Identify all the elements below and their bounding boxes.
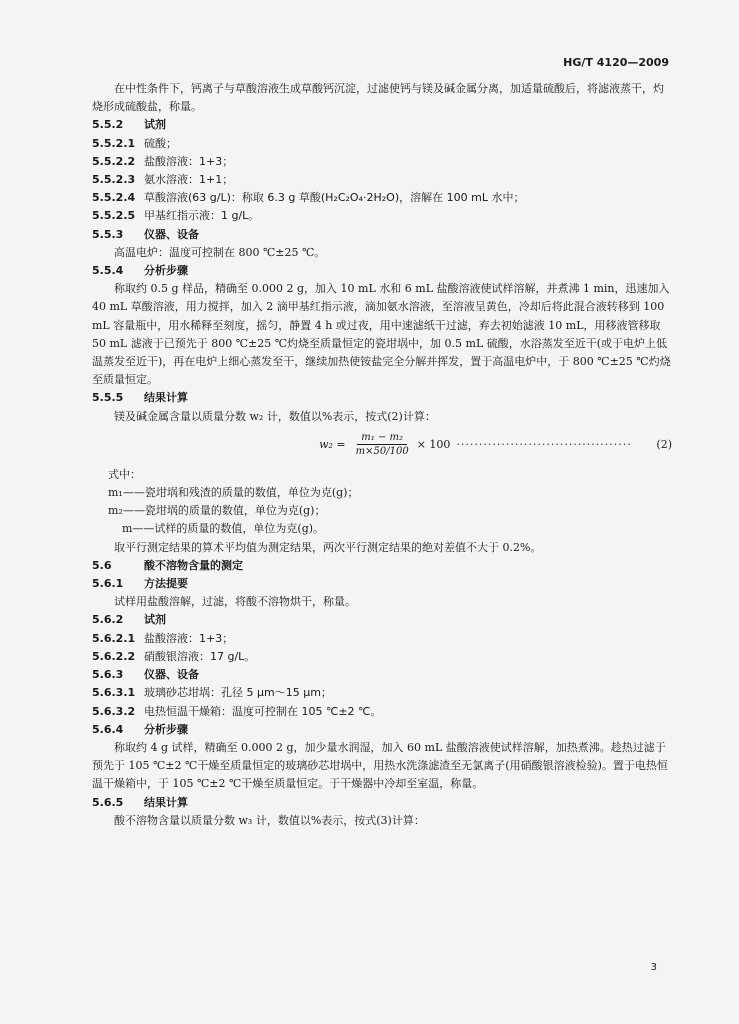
- page-number: 3: [650, 962, 657, 973]
- procedure-paragraph: 称取约 0.5 g 样品，精确至 0.000 2 g，加入 10 mL 水和 6 mL 盐酸溶液使试样溶解，并煮沸 1 min，迅速加入 40 mL 草酸溶液，用力搅拌，加入 2 滴甲基红指示液，滴加氨水溶液，至溶液呈黄色，冷却后将此混合液转移到 100 mL 容量瓶中，用水稀释至刻度，摇匀，静置 4 h 或过夜，用中速滤纸干过滤，弃去初始滤液 10 mL，用移液管移取 50 mL 滤液于已预先于 800 ℃±25 ℃灼烧至质量恒定的瓷坩埚中，加 0.5 mL 硫酸，水浴蒸发至近干(或于电炉上低温蒸发至近干)，再在电炉上细心蒸发至干，继续加热使铵盐完全分解并挥发，置于高温电炉中，于 800 ℃±25 ℃灼烧至质量恒定。: [92, 282, 671, 387]
- section-title: 仪器、设备: [144, 227, 199, 241]
- section-number: 5.5.5: [92, 391, 124, 405]
- calculation-paragraph: 镁及碱金属含量以质量分数 w₂ 计，数值以%表示，按式(2)计算：: [114, 409, 436, 423]
- section-number: 5.6.2: [92, 613, 124, 627]
- section-title: 分析步骤: [144, 264, 188, 278]
- section-number: 5.6.3: [92, 668, 124, 682]
- clause-number: 5.5.2.2: [92, 154, 136, 168]
- variable-definition: m₁——瓷坩埚和残渣的质量的数值，单位为克(g)；: [108, 486, 359, 500]
- section-number: 5.5.3: [92, 227, 124, 241]
- clause-text: 硝酸银溶液：17 g/L。: [144, 649, 256, 663]
- where-label: 式中：: [108, 467, 141, 481]
- section-title: 试剂: [144, 613, 166, 627]
- clause-5-6-2-2: [92, 648, 672, 666]
- section-number: 5.6.4: [92, 722, 124, 736]
- clause-5-5-2-5: [92, 207, 672, 225]
- section-title: 仪器、设备: [144, 668, 199, 682]
- formula-multiplier: × 100: [416, 437, 451, 451]
- clause-number: 5.5.2.3: [92, 173, 136, 187]
- clause-5-5-2-2: [92, 153, 672, 171]
- variable-definition: m——试样的质量的数值，单位为克(g)。: [122, 522, 325, 536]
- section-5-6-2: [92, 611, 672, 629]
- clause-text: 电热恒温干燥箱：温度可控制在 105 ℃±2 ℃。: [144, 704, 382, 718]
- clause-text: 甲基红指示液：1 g/L。: [144, 209, 260, 223]
- clause-5-6-3-1: [92, 684, 672, 702]
- section-5-5-5: [92, 389, 672, 407]
- clause-5-6-2-1: [92, 630, 672, 648]
- clause-text: 草酸溶液(63 g/L)：称取 6.3 g 草酸(H₂C₂O₄·2H₂O)，溶解在 100 mL 水中；: [144, 191, 525, 205]
- section-5-6: [92, 557, 672, 575]
- section-5-6-1: [92, 575, 672, 593]
- equation-number: (2): [656, 437, 672, 451]
- section-title: 分析步骤: [144, 722, 188, 736]
- section-number: 5.6.5: [92, 795, 124, 809]
- section-number: 5.5.2: [92, 118, 124, 132]
- procedure-paragraph-2: 称取约 4 g 试样，精确至 0.000 2 g，加少量水润湿，加入 60 mL 盐酸溶液使试样溶解，加热煮沸。趁热过滤于预先于 105 ℃±2 ℃干燥至质量恒定的玻璃砂芯坩埚中，用热水洗涤滤渣至无氯离子(用硝酸银溶液检验)。置于电热恒温干燥箱中，于 105 ℃±2 ℃干燥至质量恒定。于干燥器中冷却至室温，称量。: [92, 740, 668, 791]
- clause-text: 盐酸溶液：1+3；: [144, 154, 234, 168]
- clause-5-6-3-2: [92, 703, 672, 721]
- formula-leader-dots: ·······································: [456, 437, 632, 451]
- section-title: 方法提要: [144, 577, 188, 591]
- parallel-note: 取平行测定结果的算术平均值为测定结果，两次平行测定结果的绝对差值不大于 0.2%。: [114, 540, 542, 554]
- page-content: [92, 80, 672, 830]
- intro-paragraph: 在中性条件下，钙离子与草酸溶液生成草酸钙沉淀，过滤使钙与镁及碱金属分离，加适量硫酸后，将滤液蒸干，灼烧形成硫酸盐，称量。: [92, 82, 664, 114]
- clause-number: 5.6.2.1: [92, 631, 136, 645]
- clause-5-5-2-4: [92, 189, 672, 207]
- formula-numerator: m₁ − m₂: [357, 431, 407, 445]
- section-title: 试剂: [144, 118, 166, 132]
- equipment-paragraph: 高温电炉：温度可控制在 800 ℃±25 ℃。: [114, 245, 326, 259]
- clause-number: 5.5.2.1: [92, 136, 136, 150]
- section-5-6-5: [92, 794, 672, 812]
- variable-definition: m₂——瓷坩埚的质量的数值，单位为克(g)；: [108, 504, 326, 518]
- section-5-6-3: [92, 666, 672, 684]
- section-title: 结果计算: [144, 391, 188, 405]
- section-5-6-4: [92, 721, 672, 739]
- clause-number: 5.6.3.1: [92, 686, 136, 700]
- section-title: 酸不溶物含量的测定: [144, 558, 243, 572]
- clause-5-5-2-3: [92, 171, 672, 189]
- clause-text: 硫酸；: [144, 136, 177, 150]
- clause-text: 氨水溶液：1+1；: [144, 173, 234, 187]
- formula-2: [92, 430, 672, 460]
- formula-fraction: [352, 431, 413, 458]
- section-5-5-2: [92, 116, 672, 134]
- clause-number: 5.6.2.2: [92, 649, 136, 663]
- section-number: 5.6: [92, 558, 112, 572]
- clause-5-5-2-1: [92, 135, 672, 153]
- standard-code: HG/T 4120—2009: [563, 56, 669, 69]
- calculation-paragraph-2: 酸不溶物含量以质量分数 w₃ 计，数值以%表示，按式(3)计算：: [114, 813, 425, 827]
- section-number: 5.5.4: [92, 264, 124, 278]
- section-title: 结果计算: [144, 795, 188, 809]
- clause-number: 5.6.3.2: [92, 704, 136, 718]
- clause-text: 玻璃砂芯坩埚：孔径 5 μm～15 μm；: [144, 686, 332, 700]
- section-number: 5.6.1: [92, 577, 124, 591]
- clause-number: 5.5.2.4: [92, 191, 136, 205]
- method-summary-paragraph: 试样用盐酸溶解，过滤，将酸不溶物烘干，称量。: [114, 595, 356, 609]
- clause-text: 盐酸溶液：1+3；: [144, 631, 234, 645]
- section-5-5-4: [92, 262, 672, 280]
- formula-denominator: m×50/100: [355, 446, 409, 458]
- formula-lhs: w₂ =: [319, 437, 346, 451]
- clause-number: 5.5.2.5: [92, 209, 136, 223]
- section-5-5-3: [92, 226, 672, 244]
